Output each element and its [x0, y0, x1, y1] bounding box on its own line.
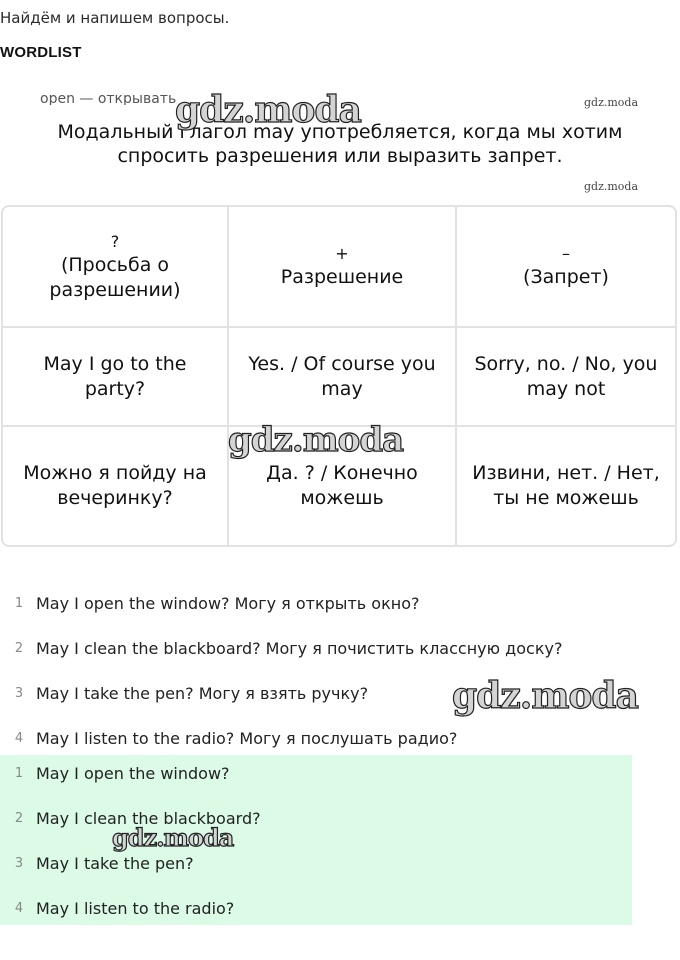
list-item [0, 848, 194, 878]
item-number: 1 [14, 765, 24, 781]
item-text: May I listen to the radio? Могу я послушать радио? [36, 728, 458, 748]
list-item [0, 723, 457, 753]
watermark: gdz.moda [452, 675, 638, 717]
rule-line: спросить разрешения или выразить запрет. [117, 145, 563, 167]
table-cell: Можно я пойду на вечеринку? [3, 427, 229, 545]
watermark: gdz.moda [175, 89, 361, 131]
table-cell: Yes. / Of course you may [229, 328, 457, 427]
plus-symbol: + [335, 244, 349, 263]
list-item [0, 588, 419, 618]
table-cell: May I go to the party? [3, 328, 229, 427]
modal-may-table [1, 205, 677, 547]
item-text: May I open the window? [36, 763, 230, 783]
item-number: 2 [14, 640, 24, 656]
wordlist-entry-clipped [40, 95, 176, 105]
answers-block [0, 755, 632, 925]
watermark: gdz.moda [228, 420, 404, 460]
item-text: May I take the pen? [36, 853, 194, 873]
item-number: 3 [14, 685, 24, 701]
item-text: May I open the window? Могу я открыть окно? [36, 593, 420, 613]
minus-symbol: – [561, 244, 570, 263]
header-label: (Просьба о разрешении) [49, 253, 181, 301]
item-text: May I clean the blackboard? [36, 808, 261, 828]
item-number: 3 [14, 855, 24, 871]
watermark: gdz.moda [112, 823, 234, 852]
table-header-prohibition [457, 207, 675, 328]
table-header-permission [229, 207, 457, 328]
list-item [0, 893, 234, 923]
item-text: May I clean the blackboard? Могу я почистить классную доску? [36, 638, 563, 658]
rule-line: Модальный глагол may употребляется, когда мы хотим [57, 121, 623, 143]
wordlist-entry-text: open — открывать [40, 95, 177, 105]
item-number: 2 [14, 810, 24, 826]
watermark-small: gdz.moda [584, 180, 639, 193]
item-number: 4 [14, 730, 24, 746]
table-cell: Sorry, no. / No, you may not [457, 328, 675, 427]
item-text: May I listen to the radio? [36, 898, 235, 918]
header-label: Разрешение [280, 266, 404, 288]
list-item [0, 758, 230, 788]
item-number: 1 [14, 595, 24, 611]
task-heading: Найдём и напишем вопросы. [0, 9, 230, 27]
item-text: May I take the pen? Могу я взять ручку? [36, 683, 369, 703]
table-cell: Да. ? / Конечно можешь [229, 427, 457, 545]
list-item [0, 633, 562, 663]
table-cell: Извини, нет. / Нет, ты не можешь [472, 462, 660, 509]
wordlist-label[interactable]: WORDLIST [0, 44, 82, 61]
list-item [0, 678, 368, 708]
table-header-request [3, 207, 229, 328]
watermark-small: gdz.moda [584, 96, 639, 109]
question-symbol: ? [110, 231, 120, 251]
header-label: (Запрет) [523, 266, 609, 288]
item-number: 4 [14, 900, 24, 916]
